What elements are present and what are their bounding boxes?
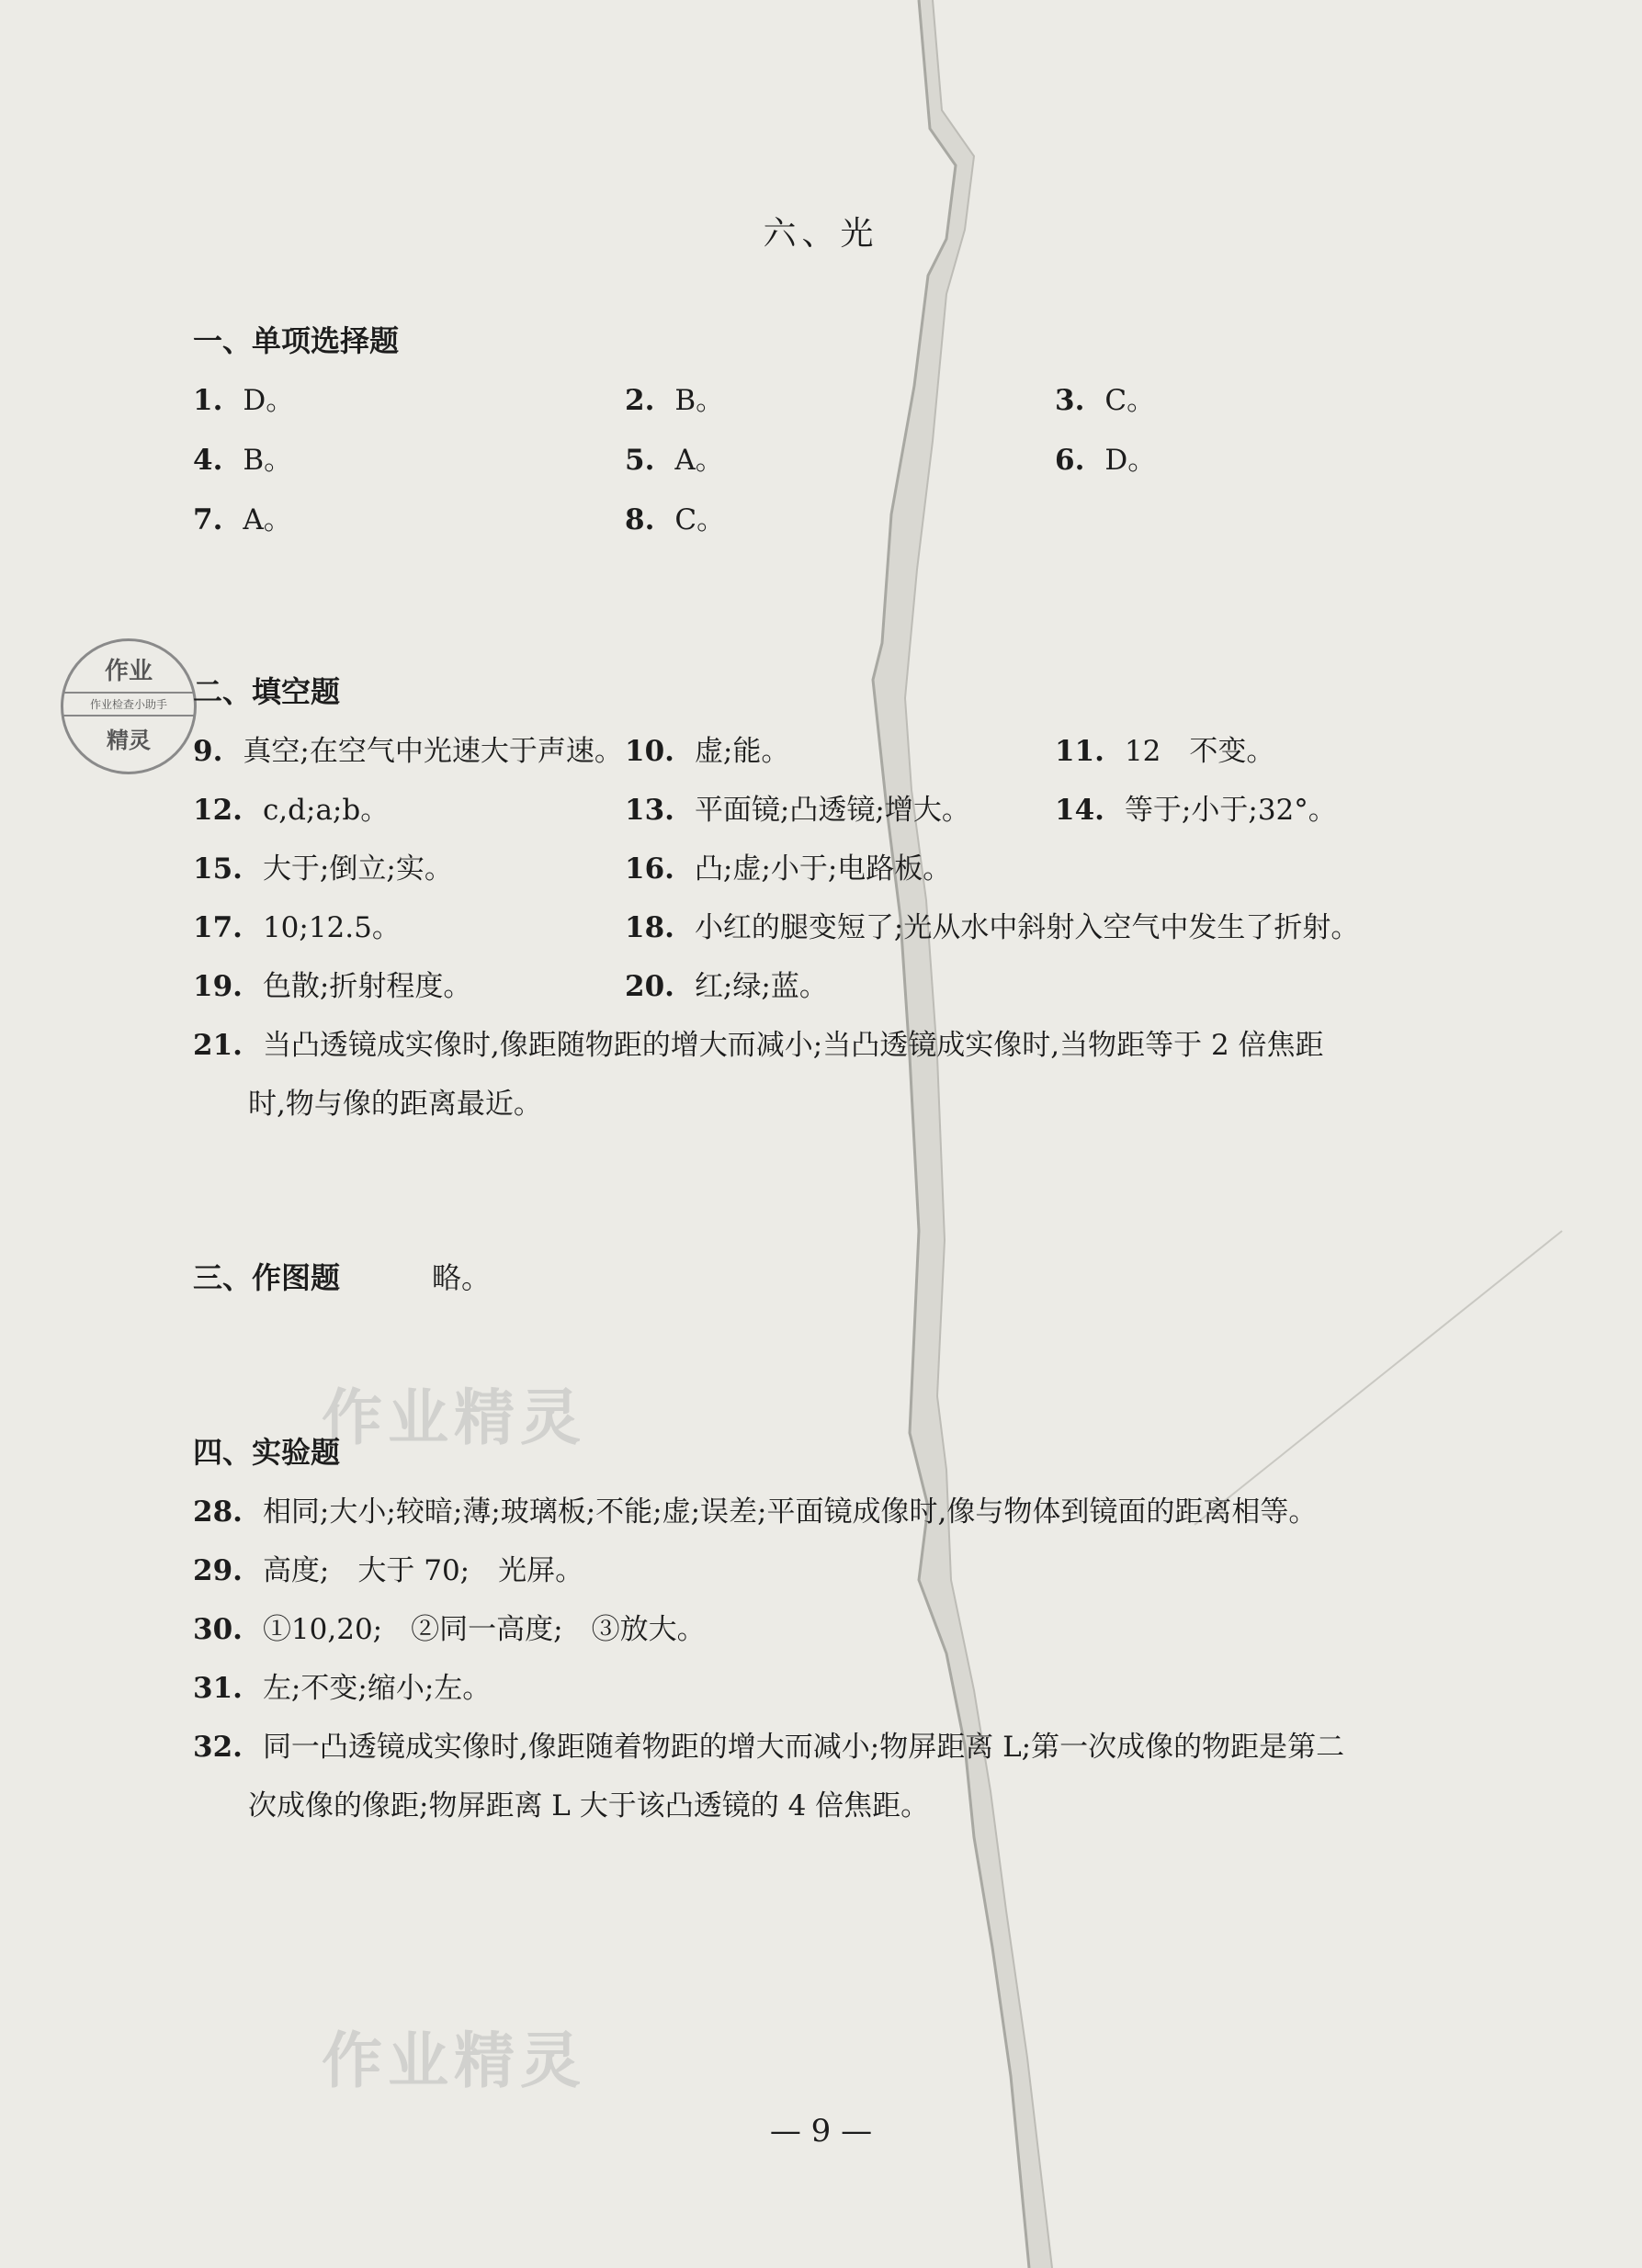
fill-item: 21. 当凸透镜成实像时,像距随物距的增大而减小;当凸透镜成实像时,当物距等于 2 倍焦距	[193, 1029, 1324, 1062]
choice-item: 4. B。	[193, 444, 293, 477]
experiment-item: 29. 高度; 大于 70; 光屏。	[193, 1554, 584, 1587]
fill-item: 11. 12 不变。	[1055, 735, 1275, 768]
choice-item: 1. D。	[193, 384, 295, 417]
section-heading-fill: 二、填空题	[193, 674, 341, 709]
fill-item: 10. 虚;能。	[625, 735, 790, 768]
fill-item: 19. 色散;折射程度。	[193, 970, 472, 1003]
watermark: 作业精灵	[322, 1382, 586, 1453]
experiment-item: 28. 相同;大小;较暗;薄;玻璃板;不能;虚;误差;平面镜成像时,像与物体到镜面的距离相等。	[193, 1495, 1318, 1529]
drawing-answer: 略。	[432, 1260, 492, 1295]
page-title: 六、光	[763, 215, 879, 253]
fill-item: 9. 真空;在空气中光速大于声速。	[193, 735, 623, 768]
experiment-item: 30. ①10,20; ②同一高度; ③放大。	[193, 1613, 706, 1646]
choice-item: 6. D。	[1055, 444, 1157, 477]
fill-item: 16. 凸;虚;小于;电路板。	[625, 852, 952, 886]
watermark: 作业精灵	[322, 2025, 586, 2096]
fill-item: 15. 大于;倒立;实。	[193, 852, 453, 886]
experiment-item: 31. 左;不变;缩小;左。	[193, 1672, 492, 1705]
choice-item: 8. C。	[625, 503, 726, 536]
fill-item-continued: 时,物与像的距离最近。	[248, 1088, 542, 1121]
fill-item: 18. 小红的腿变短了;光从水中斜射入空气中发生了折射。	[625, 911, 1360, 944]
choice-item: 2. B。	[625, 384, 725, 417]
experiment-item: 32. 同一凸透镜成实像时,像距随着物距的增大而减小;物屏距离 L;第一次成像的物距是第二	[193, 1731, 1345, 1764]
page-number: — 9 —	[769, 2113, 873, 2150]
fill-item: 20. 红;绿;蓝。	[625, 970, 828, 1003]
section-heading-experiment: 四、实验题	[193, 1435, 341, 1470]
fill-item: 12. c,d;a;b。	[193, 794, 390, 827]
fill-item: 14. 等于;小于;32°。	[1055, 794, 1337, 827]
choice-item: 5. A。	[625, 444, 724, 477]
section-heading-choice: 一、单项选择题	[193, 323, 400, 358]
choice-item: 7. A。	[193, 503, 292, 536]
experiment-item-continued: 次成像的像距;物屏距离 L 大于该凸透镜的 4 倍焦距。	[248, 1789, 930, 1822]
fill-item: 17. 10;12.5。	[193, 911, 401, 944]
section-heading-drawing: 三、作图题 略。	[193, 1260, 492, 1295]
fill-item: 13. 平面镜;凸透镜;增大。	[625, 794, 970, 827]
choice-item: 3. C。	[1055, 384, 1156, 417]
homework-stamp: 作业 作业检查小助手 精灵	[61, 638, 197, 774]
